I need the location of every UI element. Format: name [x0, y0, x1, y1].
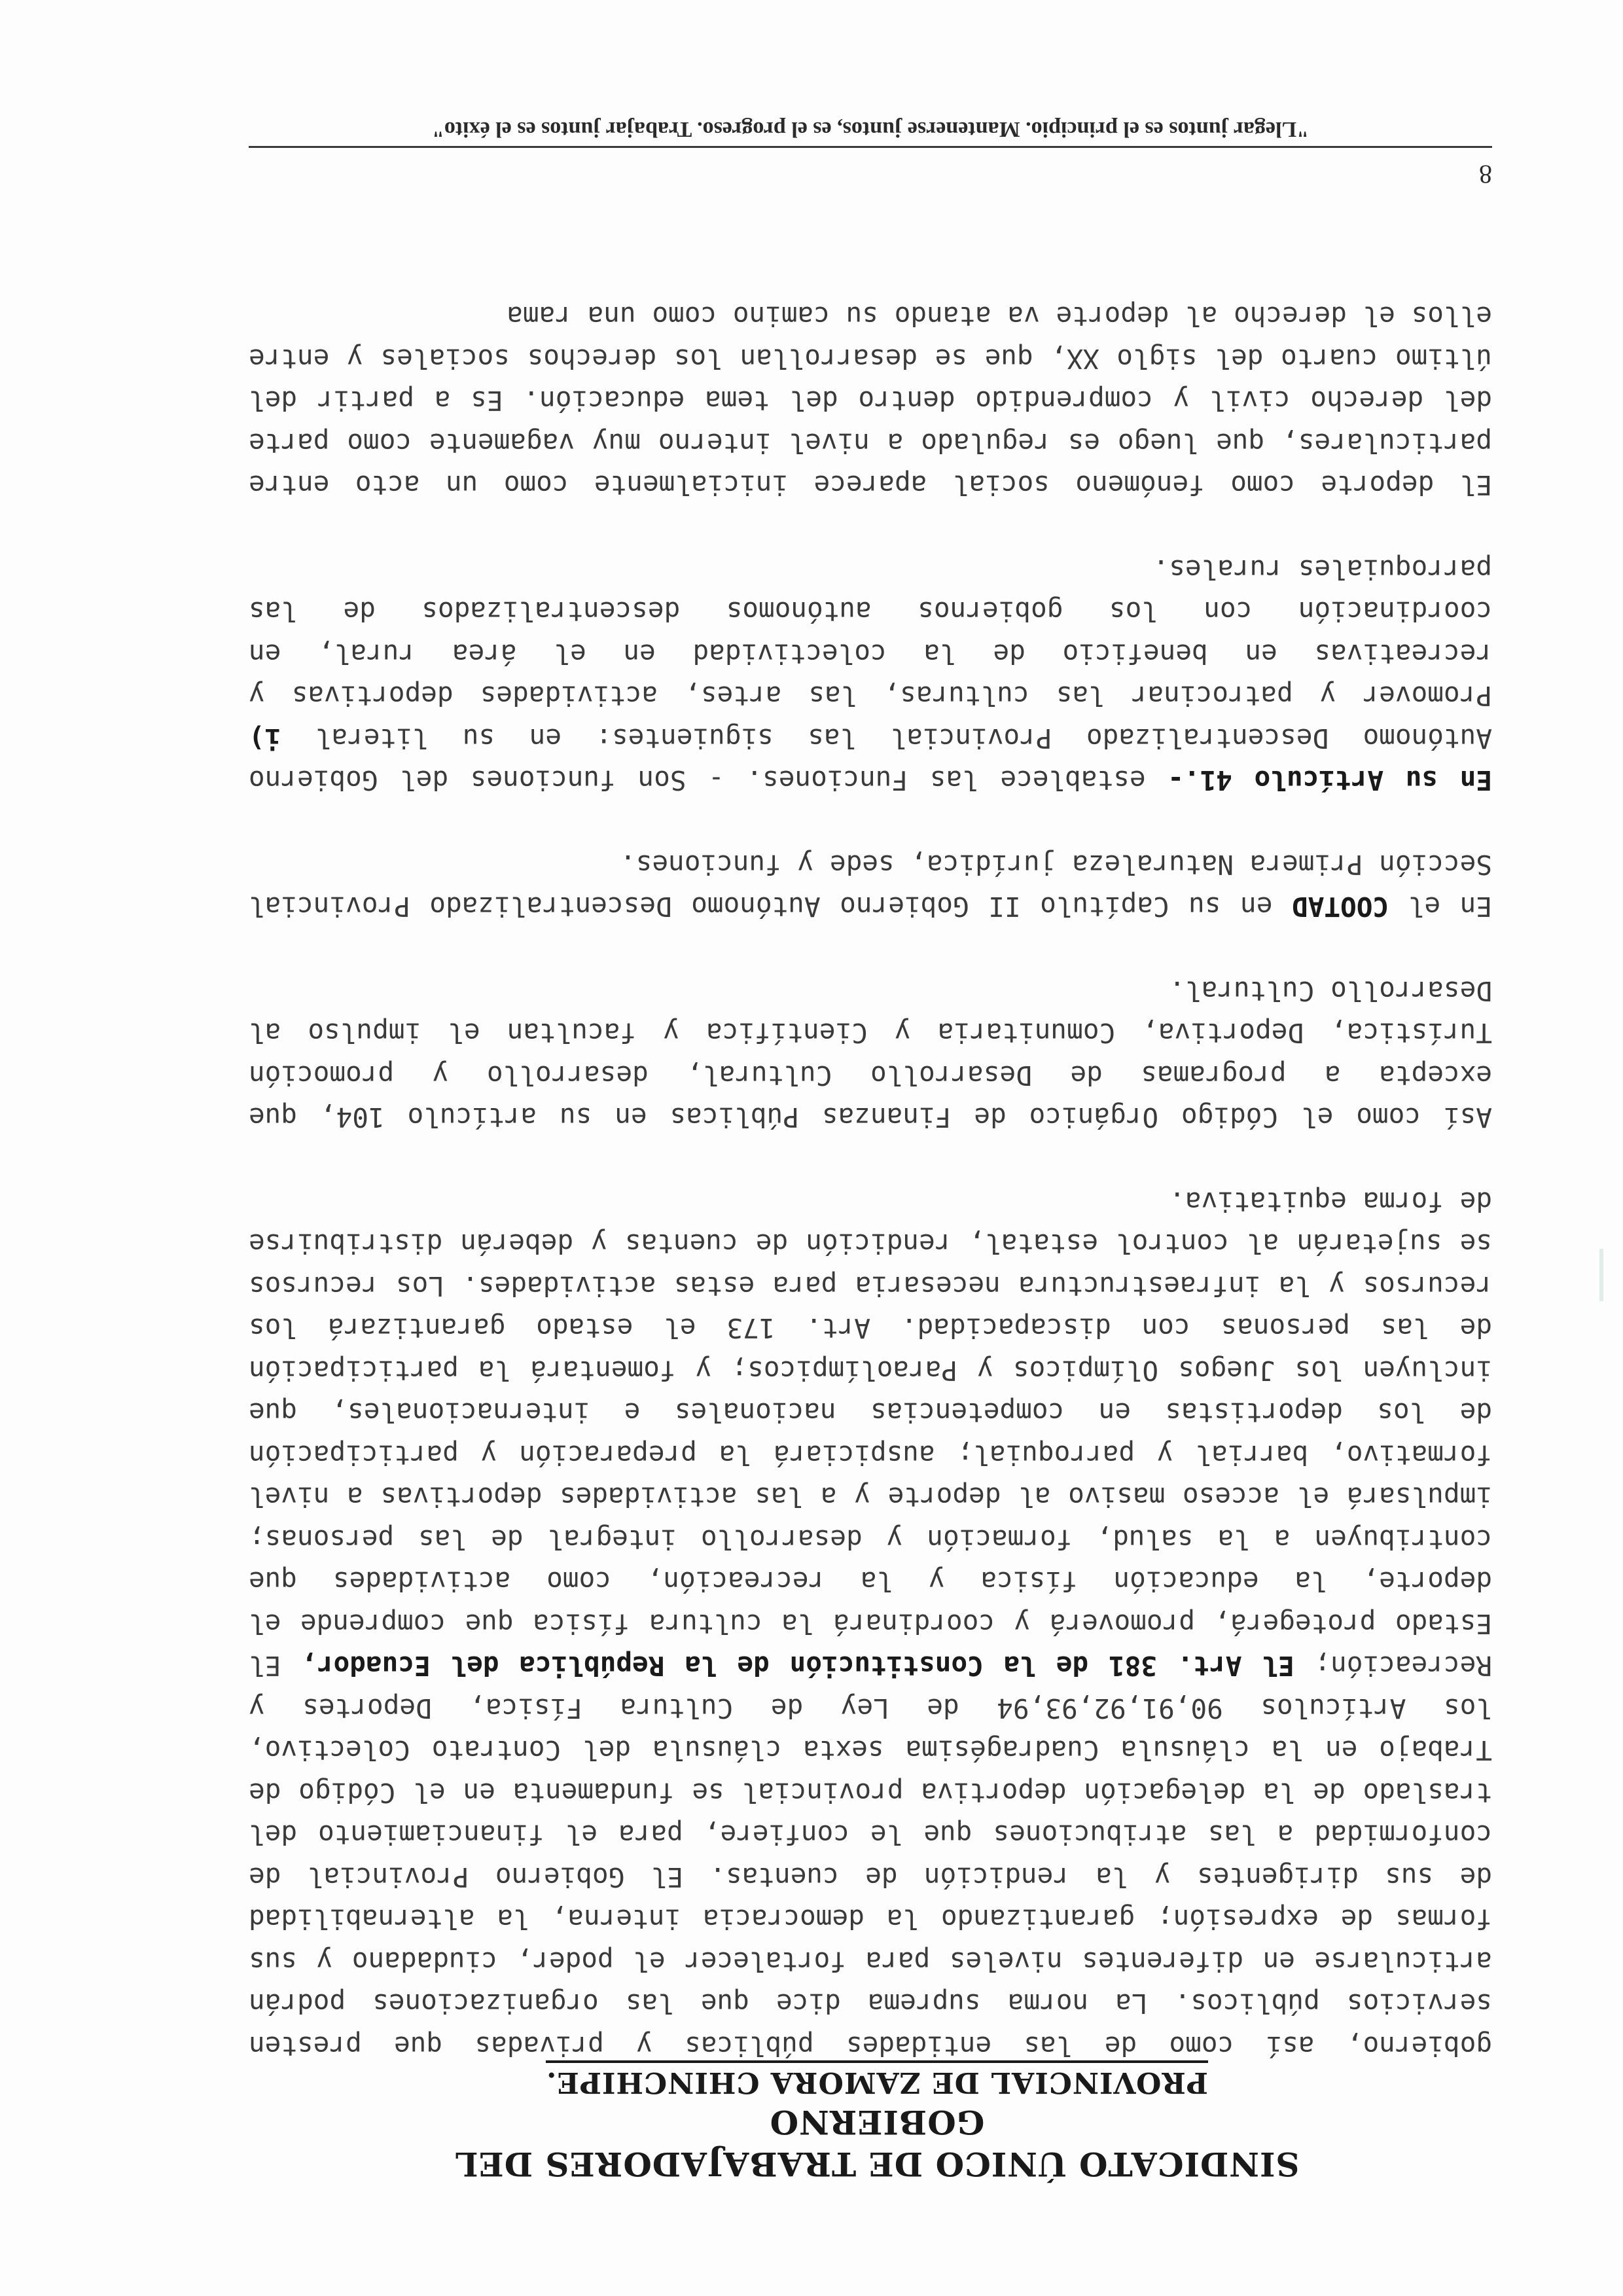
paragraph-text: El deporte como fenómeno social aparece inicialmente como un acto entre particulares, que luego es regulado a nivel interno muy vagamente como parte del derecho civil y comprendido dentro del tema educación. Es a partir del último cuarto del siglo XX, que se desarrollan los derechos sociales y entre ellos el derecho al deporte va atando su camino como una rama [249, 300, 1492, 501]
paragraph-funding-basis [249, 1181, 1492, 2068]
paragraph-sport-history [249, 295, 1492, 507]
document-body [249, 253, 1492, 2067]
article-41-reference: En su Artículo 41.- [1168, 764, 1492, 797]
constitution-article-reference: El Art. 381 de la Constitución de la República del Ecuador, [301, 1650, 1294, 1682]
scan-mark [1599, 1249, 1603, 1301]
paragraph-text: gobierno, así como de las entidades públicas y privadas que presten servicios públicos. La norma suprema dice que las organizaciones podrán articularse en diferentes niveles para fortalecer el poder, ciudadano y sus formas de expresión; garantizando la democracia interna, la alternabilidad de sus dirigentes y la rendición de cuentas. El Gobierno Provincial de conformidad a las atribuciones que le confiere, para el financiamiento del traslado de la delegación deportiva provincial se fundamenta en el Código de Trabajo en la cláusula Cuadragésima sexta cláusula del Contrato Colectivo, los Artículos 90,91,92,93,94 de Ley de Cultura Física, Deportes y Recreación; [249, 1650, 1492, 2062]
paragraph-text: En el [1408, 891, 1492, 923]
footer-divider [249, 146, 1492, 148]
paragraph-text: establece las Funciones. - Son funciones del Gobierno Autónomo Descentralizado Provincial las siguientes: en su literal [248, 723, 1492, 797]
paragraph-finance-code [249, 970, 1492, 1139]
literal-i-reference: i) [248, 723, 281, 754]
letterhead [366, 2060, 1387, 2185]
page-number: 8 [1479, 160, 1492, 189]
footer-motto: "Llegar juntos es el principio. Mantenerse juntos, es el progreso. Trabajar juntos es el éxito" [431, 117, 1310, 141]
letterhead-province-name: PROVINCIAL DE ZAMORA CHINCHIPE. [546, 2060, 1208, 2101]
paragraph-text: Así como el Código Orgánico de Finanzas Públicas en su artículo 104, que excepta a programas de Desarrollo Cultural, desarrollo y promoción Turística, Deportiva, Comunitaria y Científica y facultan el impulso al Desarrollo Cultural. [249, 975, 1492, 1134]
paragraph-article-41 [249, 548, 1492, 802]
paragraph-text: Promover y patrocinar las culturas, las artes, actividades deportivas y recreativas en beneficio de la colectividad en el área rural, en coordinación con los gobiernos autónomos descentralizados de las parroquiales rurales. [249, 554, 1492, 712]
paragraph-text: El Estado protegerá, promoverá y coordinará la cultura física que comprende el deporte, la educación física y la recreación, como actividades que contribuyen a la salud, formación y desarrollo integral de las personas; impulsará el acceso masivo al deporte y a las actividades deportivas a nivel formativo, barrial y parroquial; auspiciará la preparación y participación de los deportistas en competencias nacionales e internacionales, que incluyen los Juegos Olímpicos y Paraolímpicos; y fomentará la participación de las personas con discapacidad. Art. 173 el estado garantizará los recursos y la infraestructura necesaria para estas actividades. Los recursos se sujetarán al control estatal, rendición de cuentas y deberán distribuirse de forma equitativa. [249, 1186, 1492, 1682]
paragraph-text: en su Capítulo II Gobierno Autónomo Descentralizado Provincial Sección Primera Naturaleza jurídica, sede y funciones. [248, 849, 1492, 923]
cootad-reference: COOTAD [1292, 891, 1389, 923]
letterhead-union-name: SINDICATO ÚNICO DE TRABAJADORES DEL GOBIERNO [454, 2103, 1300, 2183]
paragraph-cootad [249, 844, 1492, 928]
